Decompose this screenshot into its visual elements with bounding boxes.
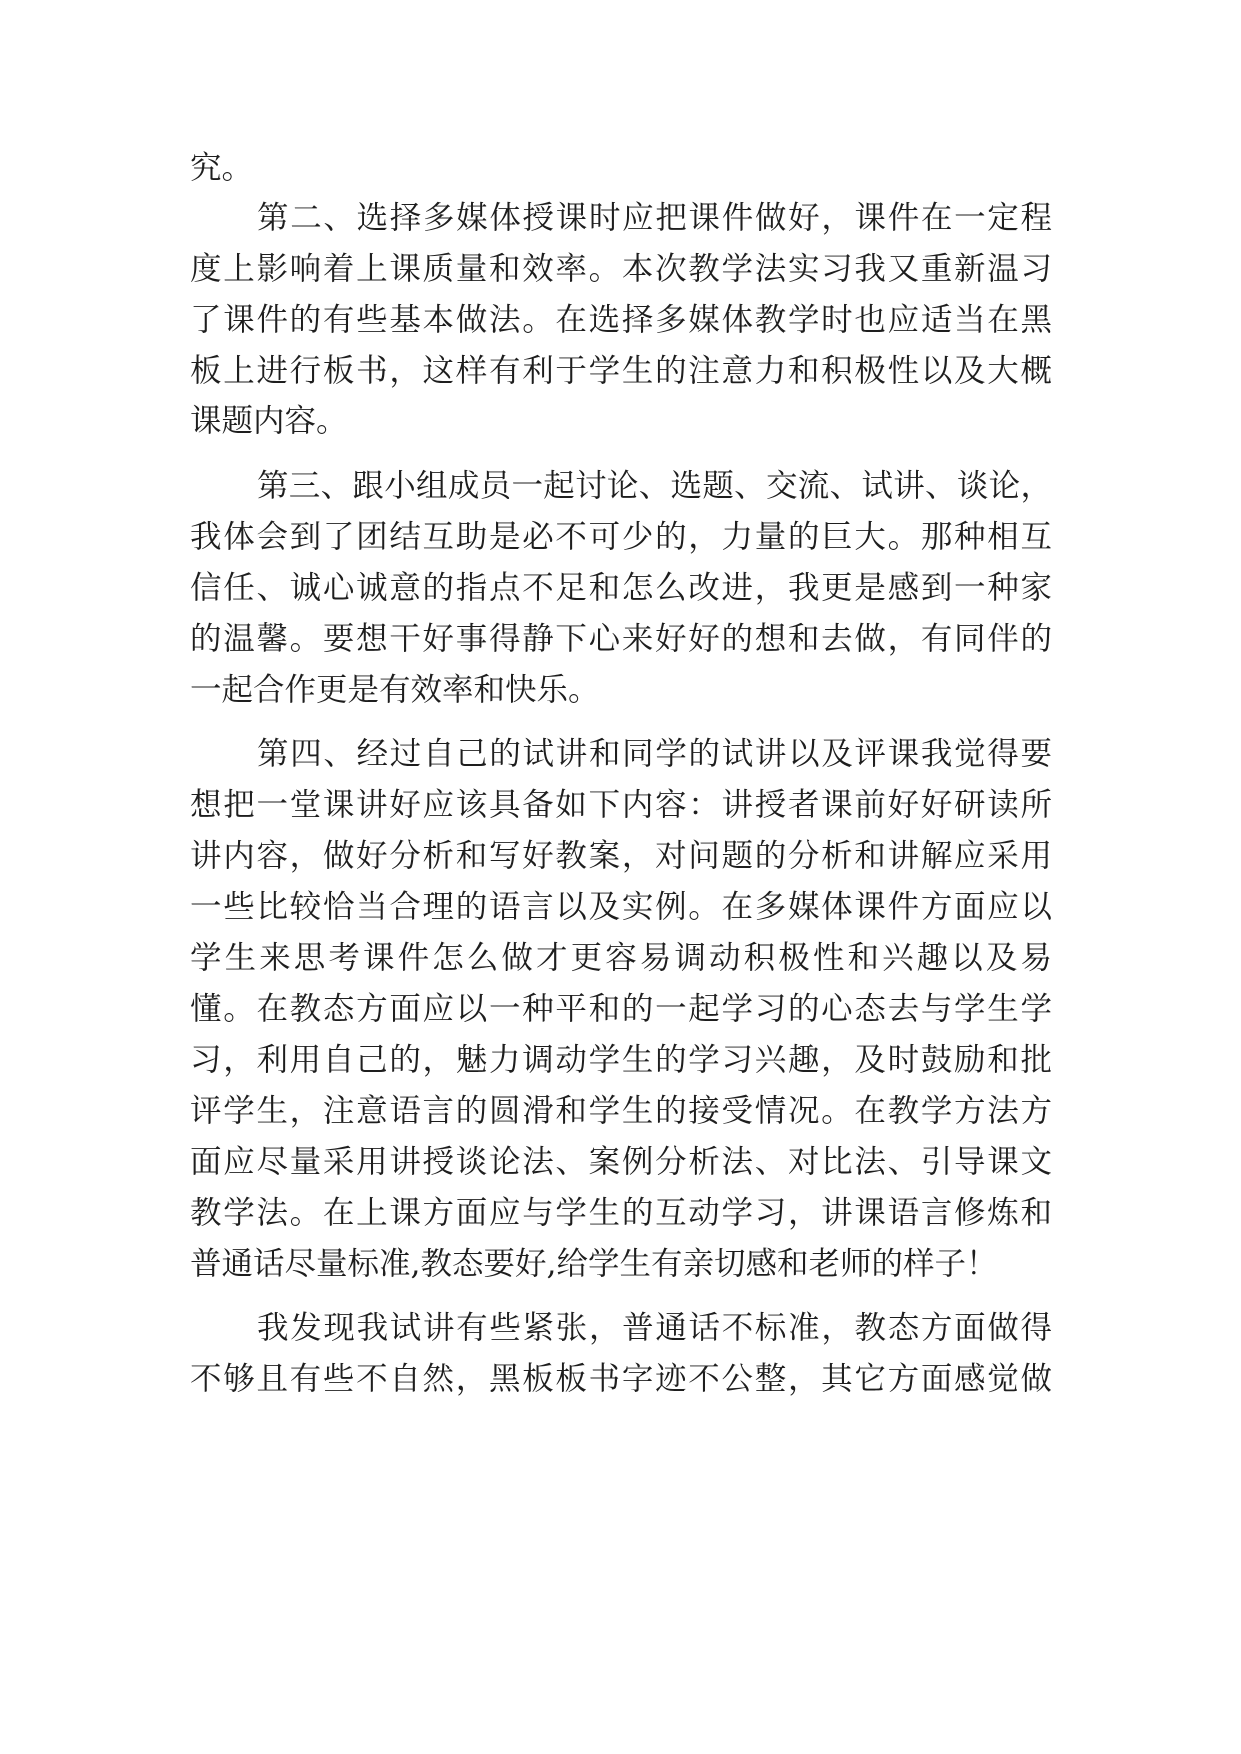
paragraph-line: 第三、跟小组成员一起讨论、选题、交流、试讲、谈论， bbox=[257, 468, 1052, 504]
paragraph-line: 课题内容。 bbox=[190, 403, 348, 439]
paragraph-line: 习，利用自己的，魅力调动学生的学习兴趣，及时鼓励和批 bbox=[190, 1042, 1052, 1078]
paragraph-line: 信任、诚心诚意的指点不足和怎么改进，我更是感到一种家 bbox=[190, 570, 1052, 606]
paragraph-line: 评学生，注意语言的圆滑和学生的接受情况。在教学方法方 bbox=[190, 1093, 1052, 1129]
paragraph-line: 想把一堂课讲好应该具备如下内容：讲授者课前好好研读所 bbox=[190, 787, 1052, 823]
paragraph-line: 板上进行板书，这样有利于学生的注意力和积极性以及大概 bbox=[190, 353, 1052, 389]
paragraph-line: 普通话尽量标准,教态要好,给学生有亲切感和老师的样子！ bbox=[190, 1246, 998, 1282]
paragraph-line: 讲内容，做好分析和写好教案，对问题的分析和讲解应采用 bbox=[190, 838, 1052, 874]
paragraph-line: 教学法。在上课方面应与学生的互动学习，讲课语言修炼和 bbox=[190, 1195, 1052, 1231]
paragraph-line: 不够且有些不自然，黑板板书字迹不公整，其它方面感觉做 bbox=[190, 1361, 1052, 1397]
paragraph-line: 我体会到了团结互助是必不可少的，力量的巨大。那种相互 bbox=[190, 519, 1052, 555]
paragraph-line: 一些比较恰当合理的语言以及实例。在多媒体课件方面应以 bbox=[190, 889, 1052, 925]
paragraph-line: 学生来思考课件怎么做才更容易调动积极性和兴趣以及易 bbox=[190, 940, 1052, 976]
paragraph-line: 面应尽量采用讲授谈论法、案例分析法、对比法、引导课文 bbox=[190, 1144, 1052, 1180]
paragraph-line: 的温馨。要想干好事得静下心来好好的想和去做，有同伴的 bbox=[190, 621, 1052, 657]
paragraph-line: 一起合作更是有效率和快乐。 bbox=[190, 672, 600, 708]
text-line: 究。 bbox=[190, 150, 254, 186]
paragraph-line: 度上影响着上课质量和效率。本次教学法实习我又重新温习 bbox=[190, 251, 1052, 287]
paragraph-line: 第四、经过自己的试讲和同学的试讲以及评课我觉得要 bbox=[257, 736, 1052, 772]
paragraph-line: 懂。在教态方面应以一种平和的一起学习的心态去与学生学 bbox=[190, 991, 1052, 1027]
paragraph-line: 了课件的有些基本做法。在选择多媒体教学时也应适当在黑 bbox=[190, 302, 1052, 338]
paragraph-line: 第二、选择多媒体授课时应把课件做好，课件在一定程 bbox=[257, 200, 1052, 236]
paragraph-line: 我发现我试讲有些紧张，普通话不标准，教态方面做得 bbox=[257, 1310, 1052, 1346]
